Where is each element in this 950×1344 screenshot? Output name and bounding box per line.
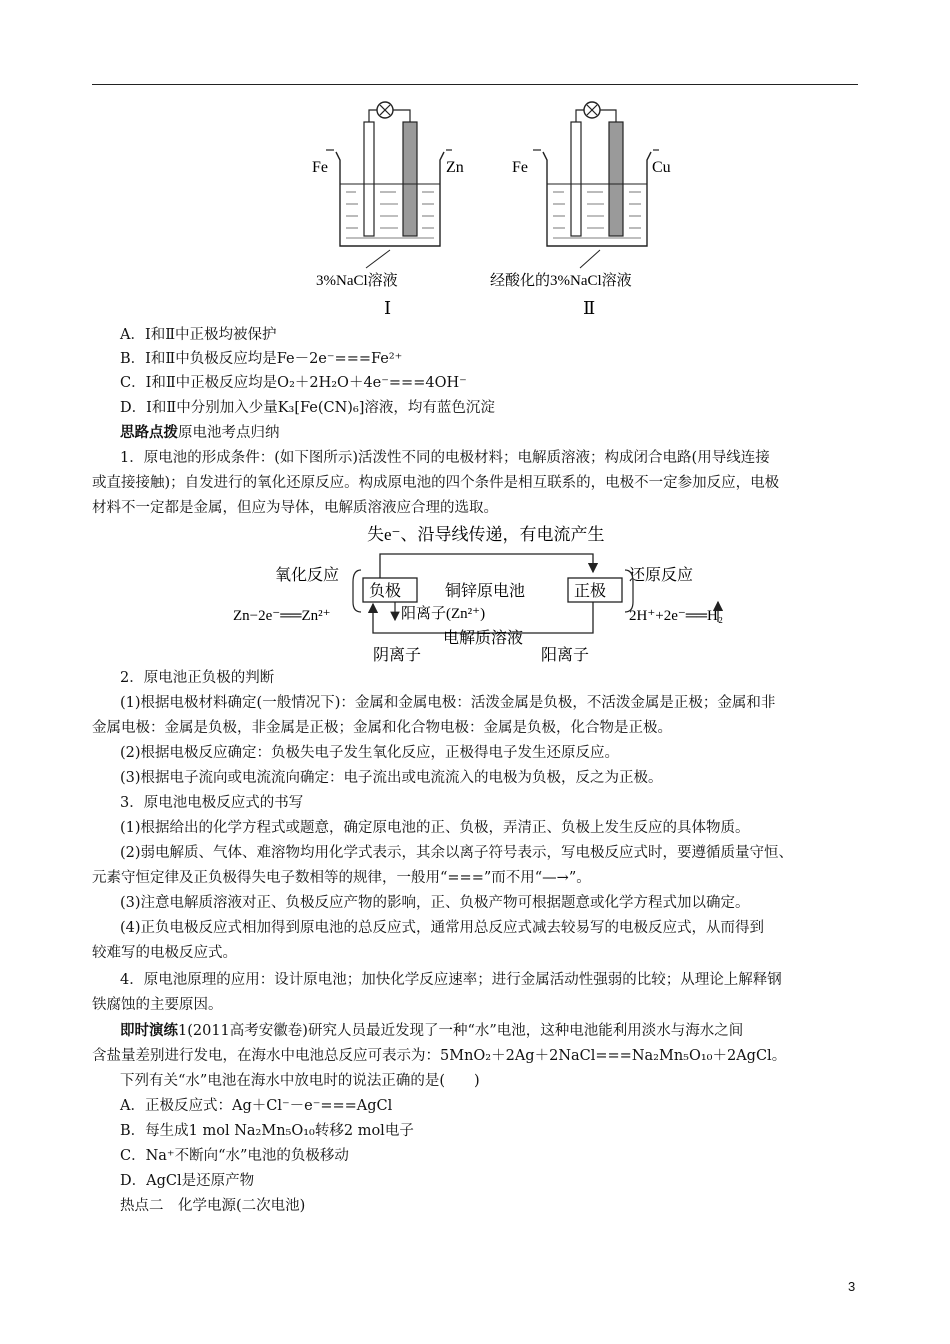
practice-line: 含盐量差别进行发电，在海水中电池总反应可表示为：5MnO₂＋2Ag＋2NaCl===Na₂Mn₅O₁₀＋2AgCl。 — [92, 1048, 787, 1064]
section2-line: 金属电极：金属是负极，非金属是正极；金属和化合物电极：金属是负极，化合物是正极。 — [92, 720, 672, 736]
option-b: B．Ⅰ和Ⅱ中负极反应均是Fe－2e⁻===Fe²⁺ — [120, 351, 403, 367]
section3-line: (2)弱电解质、气体、难溶物均用化学式表示，其余以离子符号表示，写电极反应式时，要遵循质量守恒、 — [120, 845, 794, 861]
section3-title: 3．原电池电极反应式的书写 — [120, 795, 304, 811]
tips-line: 1．原电池的形成条件：(如下图所示)活泼性不同的电极材料；电解质溶液；构成闭合电路(用导线连接 — [120, 450, 770, 466]
practice-option-a: A．正极反应式：Ag＋Cl⁻－e⁻===AgCl — [120, 1098, 393, 1114]
section3-line: (4)正负电极反应式相加得到原电池的总反应式，通常用总反应式减去较易写的电极反应式，从而得到 — [120, 920, 765, 936]
top-label: 失e⁻、沿导线传递，有电流产生 — [367, 525, 605, 544]
anion-label: 阴离子 — [373, 647, 422, 664]
oxidation-label: 氧化反应 — [275, 567, 340, 584]
electrolyte-label: 电解质溶液 — [443, 630, 524, 647]
tips-heading — [120, 423, 890, 443]
cell1-right-electrode: Zn — [446, 159, 464, 176]
cell1-numeral: Ⅰ — [384, 298, 392, 318]
cell-schematic-svg — [225, 520, 725, 665]
tips-line: 材料不一定都是金属，但应为导体，电解质溶液应合理的选取。 — [92, 500, 498, 516]
section2-line: (2)根据电极反应确定：负极失电子发生氧化反应，正极得电子发生还原反应。 — [120, 745, 620, 761]
cell2-numeral: Ⅱ — [583, 298, 596, 318]
section3-line: 元素守恒定律及正负极得失电子数相等的规律，一般用“===”而不用“—→”。 — [92, 870, 591, 886]
tips-heading-rest: 原电池考点归纳 — [178, 425, 280, 441]
section2-line: (1)根据电极材料确定(一般情况下)：金属和金属电极：活泼金属是负极，不活泼金属是正极；金属和非 — [120, 695, 776, 711]
section2-line: (3)根据电子流向或电流流向确定：电子流出或电流流入的电极为负极，反之为正极。 — [120, 770, 663, 786]
cell-one — [312, 102, 464, 318]
hotspot-heading: 热点二 化学电源(二次电池) — [120, 1198, 306, 1214]
left-equation: Zn−2e⁻══Zn²⁺ — [233, 608, 331, 624]
section3-line: (3)注意电解质溶液对正、负极反应产物的影响，正、负极产物可根据题意或化学方程式加以确定。 — [120, 895, 750, 911]
option-a: A．Ⅰ和Ⅱ中正极均被保护 — [120, 327, 277, 343]
center-label: 铜锌原电池 — [445, 583, 526, 600]
practice-question: 下列有关“水”电池在海水中放电时的说法正确的是( ) — [120, 1073, 480, 1089]
section2-title: 2．原电池正负极的判断 — [120, 670, 275, 686]
positive-electrode: 正极 — [574, 583, 607, 600]
practice-line — [120, 1021, 890, 1041]
cell1-solution: 3%NaCl溶液 — [316, 273, 398, 289]
cell2-left-electrode: Fe — [512, 159, 528, 176]
section4-line: 铁腐蚀的主要原因。 — [92, 997, 223, 1013]
section3-line: (1)根据给出的化学方程式或题意，确定原电池的正、负极，弄清正、负极上发生反应的具体物质。 — [120, 820, 750, 836]
cell-two — [490, 102, 671, 318]
header-rule — [92, 84, 858, 85]
galvanic-cells-figure — [300, 92, 680, 322]
practice-option-b: B．每生成1 mol Na₂Mn₅O₁₀转移2 mol电子 — [120, 1123, 414, 1139]
negative-electrode: 负极 — [369, 583, 402, 600]
practice-label: 即时演练 — [120, 1022, 178, 1039]
reduction-label: 还原反应 — [629, 567, 694, 584]
tips-line: 或直接接触)；自发进行的氧化还原反应。构成原电池的四个条件是相互联系的，电极不一定参加反应，电极 — [92, 475, 780, 491]
practice-option-d: D．AgCl是还原产物 — [120, 1173, 255, 1189]
section4-line: 4．原电池原理的应用：设计原电池；加快化学反应速率；进行金属活动性强弱的比较；从理论上解释钢 — [120, 972, 782, 988]
practice-text: 1(2011高考安徽卷)研究人员最近发现了一种“水”电池，这种电池能利用淡水与海水之间 — [178, 1023, 744, 1039]
tips-heading-bold: 思路点拨 — [120, 424, 178, 441]
galvanic-cells-svg — [300, 92, 680, 322]
cation2-label: 阳离子 — [541, 647, 590, 664]
cation-label: 阳离子(Zn²⁺) — [401, 606, 486, 622]
option-d: D．Ⅰ和Ⅱ中分别加入少量K₃[Fe(CN)₆]溶液，均有蓝色沉淀 — [120, 400, 495, 416]
cell2-solution: 经酸化的3%NaCl溶液 — [490, 273, 632, 289]
section3-line: 较难写的电极反应式。 — [92, 945, 237, 961]
practice-option-c: C．Na⁺不断向“水”电池的负极移动 — [120, 1148, 349, 1164]
page-number: 3 — [848, 1279, 856, 1294]
cell-schematic-figure — [225, 520, 725, 665]
cell1-left-electrode: Fe — [312, 159, 328, 176]
option-c: C．Ⅰ和Ⅱ中正极反应均是O₂＋2H₂O＋4e⁻===4OH⁻ — [120, 375, 467, 391]
right-equation: 2H⁺+2e⁻══H₂ — [629, 608, 724, 624]
cell2-right-electrode: Cu — [652, 159, 671, 176]
